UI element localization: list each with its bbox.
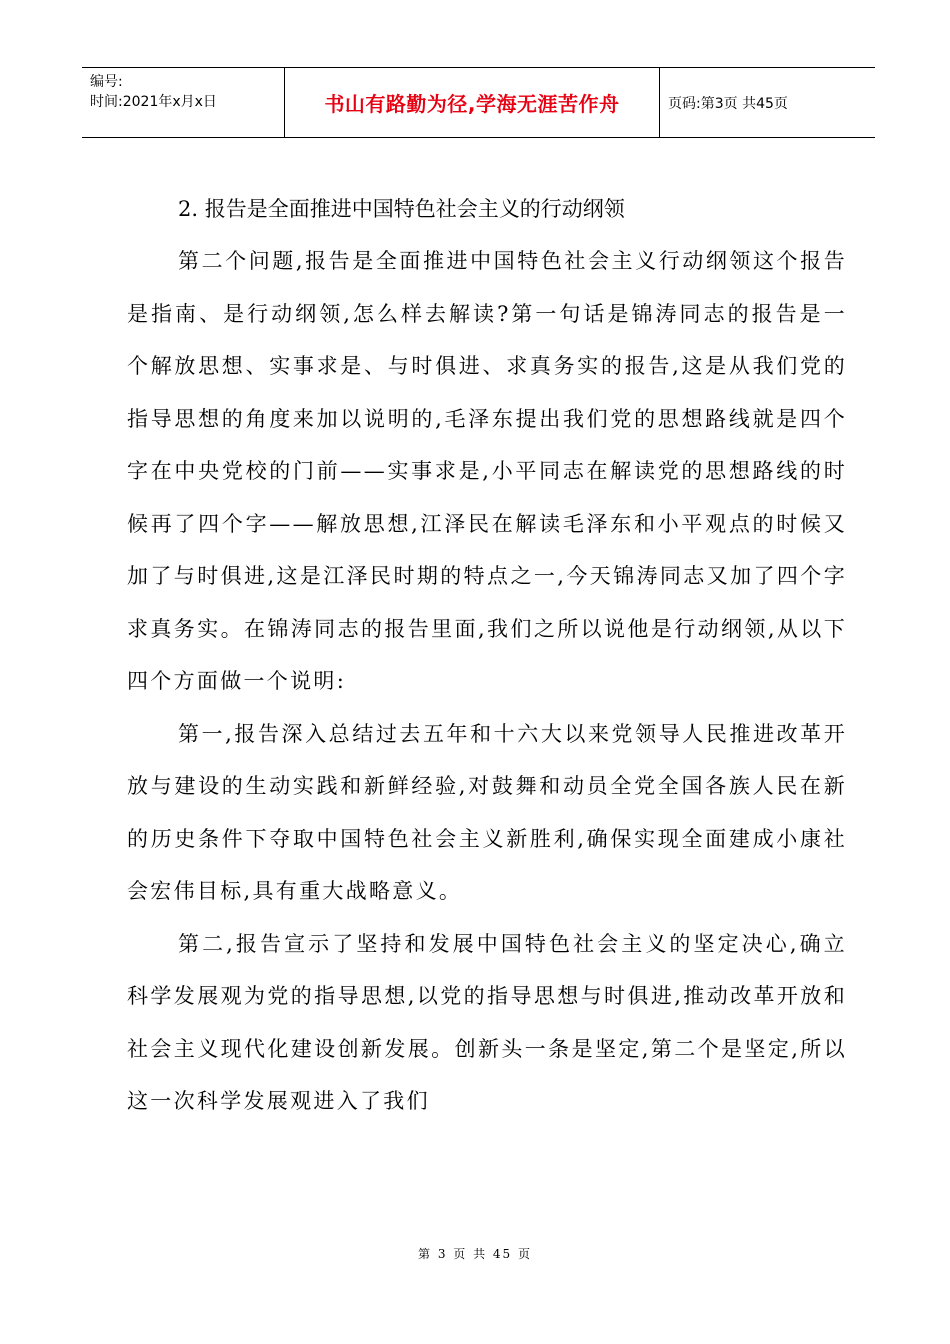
document-body — [127, 183, 847, 1128]
header-motto: 书山有路勤为径,学海无涯苦作舟 — [285, 68, 660, 137]
paragraph: 第二个问题,报告是全面推进中国特色社会主义行动纲领这个报告是指南、是行动纲领,怎么样去解读?第一句话是锦涛同志的报告是一个解放思想、实事求是、与时俱进、求真务实的报告,这是从我们党的指导思想的角度来加以说明的,毛泽东提出我们党的思想路线就是四个字在中央党校的门前——实事求是,小平同志在解读党的思想路线的时候再了四个字——解放思想,江泽民在解读毛泽东和小平观点的时候又加了与时俱进,这是江泽民时期的特点之一,今天锦涛同志又加了四个字求真务实。在锦涛同志的报告里面,我们之所以说他是行动纲领,从以下四个方面做一个说明: — [127, 249, 847, 693]
page-footer: 第 3 页 共 45 页 — [418, 1247, 532, 1261]
code-label: 编号: — [90, 74, 123, 90]
page-header — [82, 67, 875, 138]
paragraph: 第一,报告深入总结过去五年和十六大以来党领导人民推进改革开放与建设的生动实践和新鲜经验,对鼓舞和动员全党全国各族人民在新的历史条件下夺取中国特色社会主义新胜利,确保实现全面建成小康社会宏伟目标,具有重大战略意义。 — [127, 721, 847, 903]
time-label: 时间:2021年x月x日 — [90, 94, 217, 110]
section-heading: 2. 报告是全面推进中国特色社会主义的行动纲领 — [178, 197, 625, 221]
header-meta — [82, 68, 285, 137]
header-page-info: 页码:第3页 共45页 — [668, 95, 788, 112]
paragraph: 第二,报告宣示了坚持和发展中国特色社会主义的坚定决心,确立科学发展观为党的指导思想,以党的指导思想与时俱进,推动改革开放和社会主义现代化建设创新发展。创新头一条是坚定,第二个是坚定,所以这一次科学发展观进入了我们 — [127, 931, 847, 1113]
